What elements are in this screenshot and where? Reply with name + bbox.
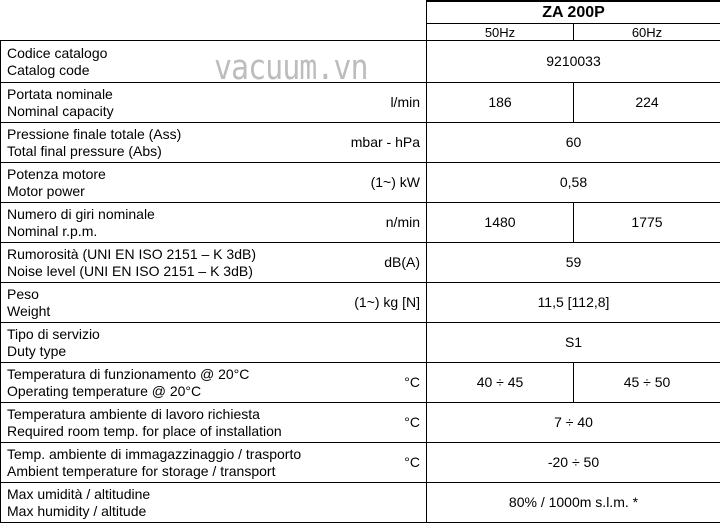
row-label: Temp. ambiente di immagazzinaggio / trasporto Ambient temperature for storage / transport	[1, 443, 327, 483]
row-unit: mbar - hPa	[327, 123, 427, 163]
row-value-60hz: 1775	[574, 203, 720, 243]
row-operating-temperature	[1, 363, 720, 403]
freq-60hz: 60Hz	[574, 24, 720, 41]
row-label: Rumorosità (UNI EN ISO 2151 – K 3dB) Noise level (UNI EN ISO 2151 – K 3dB)	[1, 243, 327, 283]
row-value: S1	[427, 323, 720, 363]
row-catalog-code	[1, 41, 720, 83]
row-humidity-altitude	[1, 483, 720, 523]
row-value: 7 ÷ 40	[427, 403, 720, 443]
row-unit: °C	[327, 363, 427, 403]
row-label: Max umidità / altitudine Max humidity / altitude	[1, 483, 327, 523]
row-value: 60	[427, 123, 720, 163]
row-value-60hz: 224	[574, 83, 720, 123]
row-duty-type	[1, 323, 720, 363]
row-nominal-rpm	[1, 203, 720, 243]
row-value-60hz: 45 ÷ 50	[574, 363, 720, 403]
row-weight	[1, 283, 720, 323]
row-final-pressure	[1, 123, 720, 163]
row-label: Pressione finale totale (Ass) Total final pressure (Abs)	[1, 123, 327, 163]
row-storage-temperature	[1, 443, 720, 483]
model-title: ZA 200P	[427, 1, 720, 24]
row-room-temperature	[1, 403, 720, 443]
row-unit: dB(A)	[327, 243, 427, 283]
row-unit: °C	[327, 443, 427, 483]
row-unit: (1~) kg [N]	[327, 283, 427, 323]
row-motor-power	[1, 163, 720, 203]
row-label: Peso Weight	[1, 283, 327, 323]
row-value: 0,58	[427, 163, 720, 203]
row-label: Temperatura di funzionamento @ 20°C Operating temperature @ 20°C	[1, 363, 327, 403]
row-unit	[327, 483, 427, 523]
row-value: 11,5 [112,8]	[427, 283, 720, 323]
row-unit: l/min	[327, 83, 427, 123]
row-value-50hz: 40 ÷ 45	[427, 363, 574, 403]
row-value: 80% / 1000m s.l.m. *	[427, 483, 720, 523]
row-value: 59	[427, 243, 720, 283]
row-value: -20 ÷ 50	[427, 443, 720, 483]
watermark: vacuum.vn	[214, 48, 368, 89]
row-label: Numero di giri nominale Nominal r.p.m.	[1, 203, 327, 243]
row-label: Portata nominale Nominal capacity	[1, 83, 327, 123]
row-unit	[327, 41, 427, 83]
row-value-50hz: 1480	[427, 203, 574, 243]
row-unit: °C	[327, 403, 427, 443]
row-unit: (1~) kW	[327, 163, 427, 203]
row-unit: n/min	[327, 203, 427, 243]
header-blank	[1, 1, 427, 41]
row-value: 9210033	[427, 41, 720, 83]
row-nominal-capacity	[1, 83, 720, 123]
row-label: Tipo di servizio Duty type	[1, 323, 327, 363]
row-label: Temperatura ambiente di lavoro richiesta Required room temp. for place of installation	[1, 403, 327, 443]
row-value-50hz: 186	[427, 83, 574, 123]
row-label: Codice catalogo Catalog code	[1, 41, 327, 83]
row-unit	[327, 323, 427, 363]
row-label: Potenza motore Motor power	[1, 163, 327, 203]
freq-50hz: 50Hz	[427, 24, 574, 41]
row-noise-level	[1, 243, 720, 283]
